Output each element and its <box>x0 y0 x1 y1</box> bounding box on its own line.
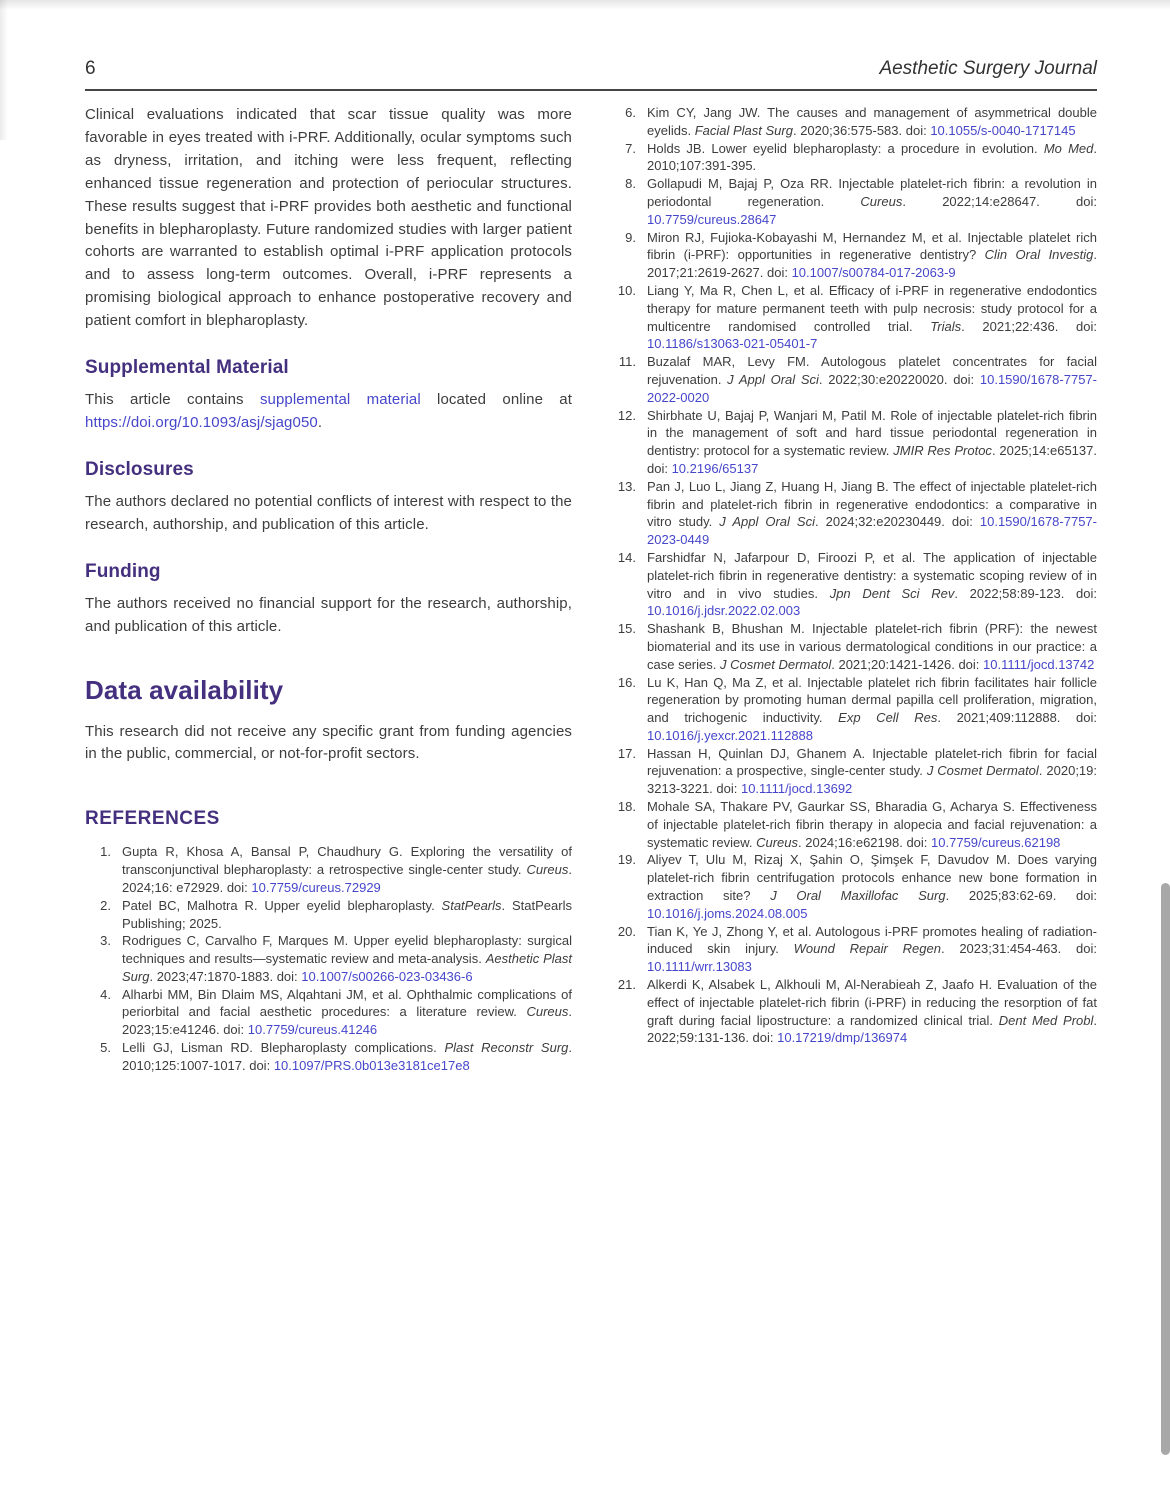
inline-link[interactable]: 10.1007/s00266-023-03436-6 <box>301 968 473 984</box>
journal-name: Cureus <box>756 834 799 850</box>
inline-link[interactable]: 10.7759/cureus.62198 <box>931 834 1061 850</box>
reference-number: 3. <box>100 933 111 949</box>
reference-text: Miron RJ, Fujioka-Kobayashi M, Hernandez M, et al. Injectable platelet rich fibrin (i-PRF): opportunities in regenerative dentistry? Clin Oral Investig. 2017;21:2619-2627. doi: 10.1007/s00784-017-2063-9 <box>647 229 1097 281</box>
reference-number: 10. <box>617 282 636 298</box>
funding-heading: Funding <box>85 560 161 582</box>
reference-item <box>610 140 1097 176</box>
reference-number: 8. <box>625 176 636 192</box>
reference-text: Gupta R, Khosa A, Bansal P, Chaudhury G. Exploring the versatility of transconjunctival blepharoplasty: a retrospective single-center study. Cureus. 2024;16: e72929. doi: 10.7759/cureus.72929 <box>122 844 572 895</box>
inline-link[interactable]: 10.1186/s13063-021-05401-7 <box>647 336 818 352</box>
reference-item <box>610 478 1097 549</box>
reference-item <box>610 407 1097 478</box>
journal-name: Jpn Dent Sci Rev <box>829 585 955 601</box>
journal-name: Mo Med <box>1043 140 1094 156</box>
reference-text: Holds JB. Lower eyelid blepharoplasty: a procedure in evolution. Mo Med. 2010;107:391-395. <box>647 140 1097 174</box>
journal-name: J Appl Oral Sci <box>719 514 815 530</box>
journal-name: Facial Plast Surg <box>694 122 793 138</box>
inline-link[interactable]: 10.1590/1678-7757-2022-0020 <box>647 371 1097 405</box>
reference-number: 19. <box>617 852 636 868</box>
inline-link[interactable]: 10.7759/cureus.72929 <box>251 879 381 895</box>
inline-link[interactable]: 10.1016/j.jdsr.2022.02.003 <box>647 603 801 619</box>
reference-text: Shirbhate U, Bajaj P, Wanjari M, Patil M. Role of injectable platelet-rich fibrin in the management of soft and hard tissue periodontal regeneration in dentistry: protocol for a systematic review. JMIR Res Protoc. 2025;14:e65137. doi: 10.2196/65137 <box>647 407 1097 476</box>
reference-item <box>85 1039 572 1075</box>
reference-text: Gollapudi M, Bajaj P, Oza RR. Injectable platelet-rich fibrin: a revolution in periodontal regeneration. Cureus. 2022;14:e28647. doi: 10.7759/cureus.28647 <box>647 176 1097 227</box>
journal-name: Dent Med Probl <box>998 1012 1094 1028</box>
reference-number: 2. <box>100 897 111 913</box>
journal-name: J Cosmet Dermatol <box>719 656 832 672</box>
reference-number: 13. <box>617 478 636 494</box>
supplemental-material-heading: Supplemental Material <box>85 357 289 379</box>
page-header <box>85 58 1097 80</box>
reference-number: 11. <box>618 354 636 370</box>
journal-name: Cureus <box>526 1004 569 1020</box>
inline-link[interactable]: 10.2196/65137 <box>671 460 759 476</box>
inline-link[interactable]: 10.1055/s-0040-1717145 <box>930 122 1076 138</box>
journal-name: Wound Repair Regen <box>793 941 941 957</box>
disclosures-paragraph: The authors declared no potential conflicts of interest with respect to the research, authorship, and publication of this article. <box>85 492 572 533</box>
reference-number: 6. <box>625 105 636 120</box>
journal-name: J Oral Maxillofac Surg <box>770 888 946 904</box>
journal-name: JMIR Res Protoc <box>893 443 992 459</box>
reference-item <box>610 674 1097 745</box>
reference-number: 15. <box>617 621 636 637</box>
reference-text: Shashank B, Bhushan M. Injectable platelet-rich fibrin (PRF): the newest biomaterial and its use in various dermatological conditions in our practice: a case series. J Cosmet Dermatol. 2021;20:1421-1426. doi: 10.1111/jocd.13742 <box>647 621 1097 672</box>
reference-text: Lelli GJ, Lisman RD. Blepharoplasty complications. Plast Reconstr Surg. 2010;125:1007-1017. doi: 10.1097/PRS.0b013e3181ce17e8 <box>122 1040 572 1073</box>
data-availability-paragraph: This research did not receive any specific grant from funding agencies in the public, commercial, or not-for-profit sectors. <box>85 722 572 763</box>
reference-item <box>610 549 1097 620</box>
reference-text: Mohale SA, Thakare PV, Gaurkar SS, Bharadia G, Acharya S. Effectiveness of injectable platelet-rich fibrin therapy in alopecia and facial rejuvenation: a systematic review. Cureus. 2024;16:e62198. doi: 10.7759/cureus.62198 <box>647 799 1097 850</box>
reference-text: Farshidfar N, Jafarpour D, Firoozi P, et al. The application of injectable platelet-rich fibrin in regenerative dentistry: a systematic scoping review of in vitro and in vivo studies. Jpn Dent Sci Rev. 2022;58:89-123. doi: 10.1016/j.jdsr.2022.02.003 <box>647 549 1097 619</box>
reference-number: 21. <box>617 977 636 993</box>
disclosures-heading: Disclosures <box>85 458 194 480</box>
references-list-right <box>610 104 1097 1047</box>
journal-name: Plast Reconstr Surg <box>444 1040 569 1056</box>
journal-title: Aesthetic Surgery Journal <box>879 58 1097 79</box>
reference-text: Hassan H, Quinlan DJ, Ghanem A. Injectable platelet-rich fibrin for facial rejuvenation: a prospective, single-center study. J Cosmet Dermatol. 2020;19: 3213-3221. doi: 10.1111/jocd.13692 <box>647 745 1098 797</box>
reference-item <box>610 745 1097 798</box>
reference-text: Liang Y, Ma R, Chen L, et al. Efficacy of i-PRF in regenerative endodontics therapy for mature permanent teeth with pulp necrosis: study protocol for a multicentre randomised controlled trial. Trials. 2021;22:436. doi: 10.1186/s13063-021-05401-7 <box>647 282 1097 352</box>
journal-name: Cureus <box>526 862 569 878</box>
journal-name: J Cosmet Dermatol <box>926 763 1039 779</box>
funding-paragraph: The authors received no financial support for the research, authorship, and publication of this article. <box>85 594 572 635</box>
reference-number: 5. <box>100 1040 111 1056</box>
two-column-layout <box>85 104 1097 1075</box>
reference-text: Patel BC, Malhotra R. Upper eyelid blepharoplasty. StatPearls. StatPearls Publishing; 2025. <box>122 897 572 931</box>
supplemental-material-paragraph: This article contains supplemental material located online at https://doi.org/10.1093/asj/sjag050. <box>85 391 573 431</box>
reference-text: Kim CY, Jang JW. The causes and management of asymmetrical double eyelids. Facial Plast Surg. 2020;36:575-583. doi: 10.1055/s-0040-1717145 <box>647 105 1097 138</box>
page-number: 6 <box>85 58 96 79</box>
inline-link[interactable]: 10.1590/1678-7757-2023-0449 <box>647 514 1097 548</box>
reference-text: Aliyev T, Ulu M, Rizaj X, Şahin O, Şimşek F, Davudov M. Does varying platelet-rich fibrin centrifugation protocols enhance new bone formation in extraction site? J Oral Maxillofac Surg. 2025;83:62-69. doi: 10.1016/j.joms.2024.08.005 <box>647 852 1098 921</box>
inline-link[interactable]: 10.1007/s00784-017-2063-9 <box>791 265 956 281</box>
intro-paragraph: Clinical evaluations indicated that scar tissue quality was more favorable in eyes treated with i-PRF. Additionally, ocular symptoms such as dryness, irritation, and itching were less frequent, reflecting enhanced tissue regeneration and protection of periocular structures. These results suggest that i-PRF provides both aesthetic and functional benefits in blepharoplasty. Future randomized studies with larger patient cohorts are warranted to establish optimal i-PRF application protocols and to assess long-term outcomes. Overall, i-PRF represents a promising biological approach to enhance postoperative recovery and patient comfort in blepharoplasty. <box>85 106 572 330</box>
reference-item <box>610 976 1097 1047</box>
reference-text: Buzalaf MAR, Levy FM. Autologous platelet concentrates for facial rejuvenation. J Appl Oral Sci. 2022;30:e20220020. doi: 10.1590/1678-7757-2022-0020 <box>647 354 1097 405</box>
reference-text: Tian K, Ye J, Zhong Y, et al. Autologous i-PRF promotes healing of radiation-induced skin injury. Wound Repair Regen. 2023;31:454-463. doi: 10.1111/wrr.13083 <box>647 923 1097 975</box>
reference-number: 14. <box>617 549 636 565</box>
reference-text: Lu K, Han Q, Ma Z, et al. Injectable platelet rich fibrin facilitates hair follicle regeneration by promoting human dermal papilla cell proliferation, migration, and trichogenic inductivity. Exp Cell Res. 2021;409:112888. doi: 10.1016/j.yexcr.2021.112888 <box>647 674 1098 743</box>
reference-item <box>610 104 1097 140</box>
journal-name: J Appl Oral Sci <box>727 371 819 387</box>
journal-name: StatPearls <box>441 897 502 913</box>
references-list-left <box>85 843 572 1074</box>
references-heading: REFERENCES <box>85 808 220 830</box>
reference-item <box>610 282 1097 353</box>
reference-text: Alharbi MM, Bin Dlaim MS, Alqahtani JM, et al. Ophthalmic complications of periorbital and facial aesthetic procedures: a literature review. Cureus. 2023;15:e41246. doi: 10.7759/cureus.41246 <box>122 986 572 1038</box>
reference-number: 1. <box>100 844 111 860</box>
reference-number: 4. <box>100 986 111 1002</box>
reference-item <box>610 175 1097 228</box>
inline-link[interactable]: 10.1111/jocd.13692 <box>740 781 853 797</box>
inline-link[interactable]: 10.1016/j.yexcr.2021.112888 <box>647 727 814 743</box>
reference-number: 16. <box>617 674 636 690</box>
reference-item <box>85 843 572 896</box>
inline-link[interactable]: 10.1016/j.joms.2024.08.005 <box>647 905 808 921</box>
reference-text: Pan J, Luo L, Jiang Z, Huang H, Jiang B. The effect of injectable platelet-rich fibrin and platelet-rich fibrin in regenerative endodontics: a comparative in vitro study. J Appl Oral Sci. 2024;32:e20230449. doi: 10.1590/1678-7757-2023-0449 <box>647 478 1097 548</box>
journal-name: Cureus <box>860 193 903 209</box>
inline-link[interactable]: https://doi.org/10.1093/asj/sjag050 <box>85 413 318 431</box>
reference-item <box>610 620 1097 673</box>
inline-link[interactable]: 10.1111/wrr.13083 <box>647 959 752 975</box>
reference-item <box>85 986 572 1039</box>
inline-link[interactable]: 10.1111/jocd.13742 <box>983 656 1095 672</box>
reference-item <box>610 229 1097 282</box>
header-rule <box>85 89 1097 91</box>
reference-number: 17. <box>617 745 636 761</box>
reference-number: 18. <box>617 799 636 815</box>
inline-link[interactable]: 10.17219/dmp/136974 <box>777 1030 908 1046</box>
journal-name: Aesthetic Plast Surg <box>122 951 572 984</box>
reference-number: 20. <box>617 923 636 939</box>
inline-link[interactable]: supplemental material <box>259 391 421 409</box>
journal-name: Trials <box>930 318 962 334</box>
reference-text: Rodrigues C, Carvalho F, Marques M. Upper eyelid blepharoplasty: surgical techniques and results—systematic review and meta-analysis. Aesthetic Plast Surg. 2023;47:1870-1883. doi: 10.1007/s00266-023-03436-6 <box>122 933 572 984</box>
journal-name: Clin Oral Investig <box>984 247 1094 263</box>
reference-item <box>85 897 572 933</box>
reference-item <box>610 798 1097 851</box>
reference-item <box>85 932 572 985</box>
left-column <box>85 104 572 1075</box>
right-column <box>610 104 1097 1075</box>
inline-link[interactable]: 10.1097/PRS.0b013e3181ce17e8 <box>273 1057 470 1073</box>
reference-number: 7. <box>625 140 636 156</box>
inline-link[interactable]: 10.7759/cureus.28647 <box>647 211 777 227</box>
reference-item <box>610 923 1097 976</box>
journal-name: Exp Cell Res <box>838 710 938 726</box>
reference-item <box>610 851 1097 922</box>
reference-text: Alkerdi K, Alsabek L, Alkhouli M, Al-Nerabieah Z, Jaafo H. Evaluation of the effect of injectable platelet-rich fibrin (i-PRF) in reducing the resorption of fat graft during facial lipostructure: a randomized clinical trial. Dent Med Probl. 2022;59:131-136. doi: 10.17219/dmp/136974 <box>647 977 1097 1046</box>
data-availability-heading: Data availability <box>85 674 284 705</box>
scrollbar-thumb[interactable] <box>1161 883 1170 1455</box>
reference-number: 12. <box>617 407 636 423</box>
inline-link[interactable]: 10.7759/cureus.41246 <box>247 1022 378 1038</box>
reference-number: 9. <box>625 229 636 245</box>
reference-item <box>610 353 1097 406</box>
